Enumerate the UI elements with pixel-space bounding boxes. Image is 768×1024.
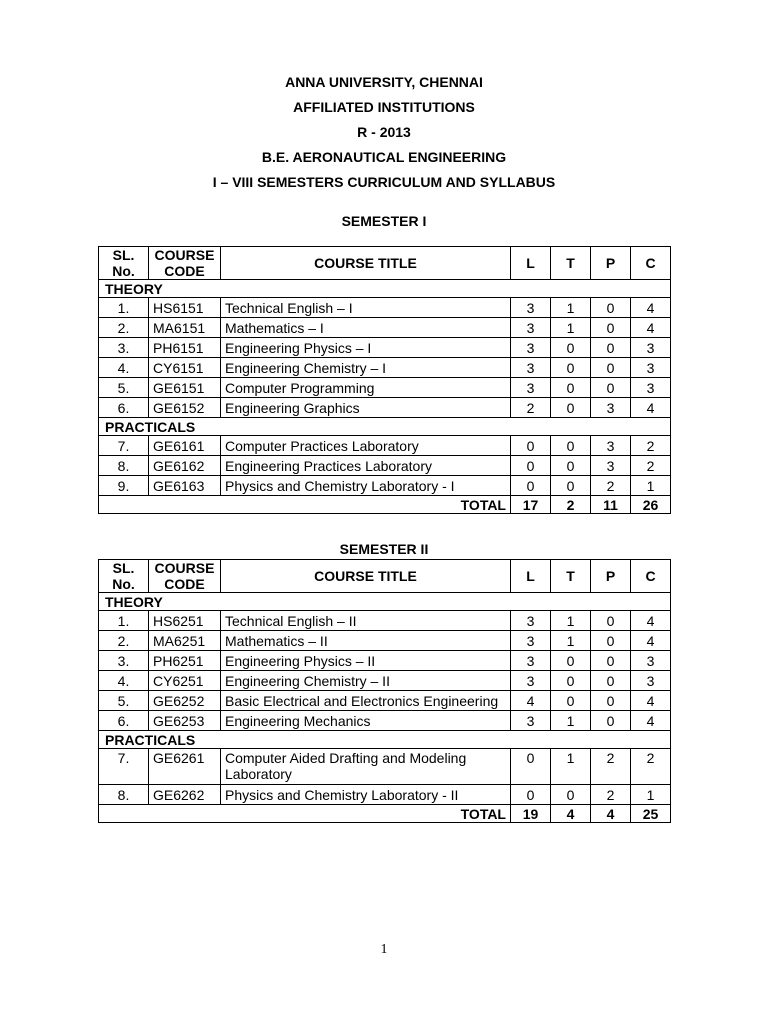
cell-t: 1	[551, 318, 591, 338]
table-row	[99, 711, 671, 731]
section-label: THEORY	[99, 280, 671, 298]
cell-code: MA6251	[149, 631, 221, 651]
total-t: 4	[551, 805, 591, 823]
cell-title: Engineering Chemistry – I	[221, 358, 511, 378]
cell-code: GE6262	[149, 785, 221, 805]
table-row	[99, 651, 671, 671]
table-row	[99, 631, 671, 651]
cell-sl: 4.	[99, 358, 149, 378]
total-p: 11	[591, 496, 631, 514]
total-c: 26	[631, 496, 671, 514]
cell-sl: 5.	[99, 378, 149, 398]
cell-t: 0	[551, 671, 591, 691]
cell-sl: 1.	[99, 611, 149, 631]
cell-title: Mathematics – I	[221, 318, 511, 338]
cell-c: 3	[631, 651, 671, 671]
table-row	[99, 611, 671, 631]
col-course-title: COURSE TITLE	[221, 247, 511, 280]
cell-title: Basic Electrical and Electronics Engineering	[221, 691, 511, 711]
table-row	[99, 456, 671, 476]
cell-t: 1	[551, 298, 591, 318]
col-p: P	[591, 247, 631, 280]
table-header-row	[99, 560, 671, 593]
cell-code: GE6161	[149, 436, 221, 456]
semester-2-title: SEMESTER II	[339, 541, 429, 557]
table-row	[99, 318, 671, 338]
cell-sl: 2.	[99, 631, 149, 651]
cell-sl: 8.	[99, 785, 149, 805]
section-label: PRACTICALS	[99, 731, 671, 749]
cell-t: 0	[551, 378, 591, 398]
cell-t: 1	[551, 631, 591, 651]
cell-l: 4	[511, 691, 551, 711]
section-row-theory	[99, 280, 671, 298]
cell-t: 0	[551, 358, 591, 378]
cell-p: 2	[591, 476, 631, 496]
cell-l: 3	[511, 358, 551, 378]
total-l: 19	[511, 805, 551, 823]
total-l: 17	[511, 496, 551, 514]
cell-c: 4	[631, 298, 671, 318]
col-t: T	[551, 560, 591, 593]
cell-c: 4	[631, 711, 671, 731]
cell-p: 3	[591, 436, 631, 456]
table-row	[99, 398, 671, 418]
total-row	[99, 496, 671, 514]
cell-code: GE6151	[149, 378, 221, 398]
total-c: 25	[631, 805, 671, 823]
section-label: THEORY	[99, 593, 671, 611]
curriculum-title: I – VIII SEMESTERS CURRICULUM AND SYLLABUS	[212, 174, 556, 190]
cell-code: PH6151	[149, 338, 221, 358]
cell-l: 2	[511, 398, 551, 418]
cell-code: CY6251	[149, 671, 221, 691]
cell-l: 3	[511, 378, 551, 398]
cell-l: 3	[511, 671, 551, 691]
cell-p: 0	[591, 711, 631, 731]
cell-title: Engineering Physics – I	[221, 338, 511, 358]
cell-c: 4	[631, 398, 671, 418]
cell-l: 0	[511, 785, 551, 805]
cell-p: 0	[591, 651, 631, 671]
cell-p: 2	[591, 749, 631, 785]
cell-p: 3	[591, 398, 631, 418]
table-row	[99, 298, 671, 318]
cell-l: 0	[511, 436, 551, 456]
semester-1-title: SEMESTER I	[341, 213, 427, 229]
cell-sl: 8.	[99, 456, 149, 476]
cell-l: 3	[511, 298, 551, 318]
cell-sl: 3.	[99, 338, 149, 358]
cell-title: Technical English – II	[221, 611, 511, 631]
cell-p: 3	[591, 456, 631, 476]
cell-l: 3	[511, 338, 551, 358]
cell-code: MA6151	[149, 318, 221, 338]
cell-p: 0	[591, 671, 631, 691]
cell-sl: 6.	[99, 398, 149, 418]
cell-sl: 2.	[99, 318, 149, 338]
cell-sl: 1.	[99, 298, 149, 318]
section-label: PRACTICALS	[99, 418, 671, 436]
cell-code: GE6252	[149, 691, 221, 711]
cell-l: 3	[511, 611, 551, 631]
cell-code: GE6162	[149, 456, 221, 476]
cell-title: Engineering Mechanics	[221, 711, 511, 731]
cell-c: 3	[631, 338, 671, 358]
total-label: TOTAL	[99, 496, 511, 514]
col-sl-no: SL. No.	[99, 247, 149, 280]
section-row-practicals	[99, 418, 671, 436]
cell-p: 0	[591, 318, 631, 338]
cell-c: 1	[631, 785, 671, 805]
col-l: L	[511, 560, 551, 593]
cell-sl: 6.	[99, 711, 149, 731]
cell-c: 4	[631, 631, 671, 651]
table-row	[99, 378, 671, 398]
col-l: L	[511, 247, 551, 280]
cell-t: 0	[551, 436, 591, 456]
page-number: 1	[380, 942, 388, 957]
cell-sl: 3.	[99, 651, 149, 671]
section-row-theory	[99, 593, 671, 611]
cell-t: 0	[551, 456, 591, 476]
cell-title: Engineering Practices Laboratory	[221, 456, 511, 476]
cell-title: Physics and Chemistry Laboratory - I	[221, 476, 511, 496]
cell-title: Computer Aided Drafting and Modeling Laboratory	[221, 749, 511, 785]
cell-code: CY6151	[149, 358, 221, 378]
cell-code: PH6251	[149, 651, 221, 671]
total-label: TOTAL	[99, 805, 511, 823]
table-row	[99, 436, 671, 456]
affiliation-title: AFFILIATED INSTITUTIONS	[293, 99, 475, 115]
cell-c: 2	[631, 456, 671, 476]
cell-p: 0	[591, 691, 631, 711]
cell-title: Engineering Chemistry – II	[221, 671, 511, 691]
cell-t: 0	[551, 398, 591, 418]
total-row	[99, 805, 671, 823]
cell-title: Engineering Physics – II	[221, 651, 511, 671]
table-row	[99, 358, 671, 378]
document-header	[0, 70, 768, 195]
col-course-title: COURSE TITLE	[221, 560, 511, 593]
cell-l: 3	[511, 711, 551, 731]
cell-p: 2	[591, 785, 631, 805]
cell-c: 3	[631, 671, 671, 691]
col-c: C	[631, 560, 671, 593]
cell-code: GE6163	[149, 476, 221, 496]
cell-title: Engineering Graphics	[221, 398, 511, 418]
cell-c: 2	[631, 436, 671, 456]
cell-p: 0	[591, 338, 631, 358]
cell-t: 0	[551, 338, 591, 358]
cell-code: GE6253	[149, 711, 221, 731]
table-row	[99, 476, 671, 496]
section-row-practicals	[99, 731, 671, 749]
col-course-code: COURSE CODE	[149, 560, 221, 593]
cell-c: 2	[631, 749, 671, 785]
cell-c: 4	[631, 318, 671, 338]
col-sl-no: SL. No.	[99, 560, 149, 593]
cell-l: 3	[511, 651, 551, 671]
cell-code: GE6152	[149, 398, 221, 418]
col-p: P	[591, 560, 631, 593]
cell-l: 0	[511, 476, 551, 496]
cell-c: 4	[631, 691, 671, 711]
cell-sl: 7.	[99, 436, 149, 456]
cell-t: 0	[551, 476, 591, 496]
cell-code: GE6261	[149, 749, 221, 785]
cell-t: 0	[551, 691, 591, 711]
university-name: ANNA UNIVERSITY, CHENNAI	[285, 74, 483, 90]
cell-sl: 9.	[99, 476, 149, 496]
degree-title: B.E. AERONAUTICAL ENGINEERING	[261, 149, 507, 165]
cell-c: 3	[631, 358, 671, 378]
cell-sl: 7.	[99, 749, 149, 785]
col-t: T	[551, 247, 591, 280]
cell-title: Technical English – I	[221, 298, 511, 318]
cell-l: 3	[511, 318, 551, 338]
cell-c: 4	[631, 611, 671, 631]
col-c: C	[631, 247, 671, 280]
cell-l: 0	[511, 456, 551, 476]
cell-title: Computer Practices Laboratory	[221, 436, 511, 456]
total-p: 4	[591, 805, 631, 823]
table-row	[99, 785, 671, 805]
cell-t: 0	[551, 651, 591, 671]
cell-t: 0	[551, 785, 591, 805]
cell-l: 0	[511, 749, 551, 785]
table-header-row	[99, 247, 671, 280]
table-row	[99, 671, 671, 691]
total-t: 2	[551, 496, 591, 514]
semester-1-table	[98, 246, 671, 514]
semester-2-table	[98, 559, 671, 823]
cell-code: HS6151	[149, 298, 221, 318]
cell-t: 1	[551, 611, 591, 631]
cell-p: 0	[591, 611, 631, 631]
cell-p: 0	[591, 298, 631, 318]
cell-c: 3	[631, 378, 671, 398]
cell-p: 0	[591, 631, 631, 651]
cell-p: 0	[591, 358, 631, 378]
table-row	[99, 338, 671, 358]
table-row	[99, 749, 671, 785]
cell-title: Physics and Chemistry Laboratory - II	[221, 785, 511, 805]
cell-p: 0	[591, 378, 631, 398]
cell-c: 1	[631, 476, 671, 496]
cell-sl: 5.	[99, 691, 149, 711]
cell-title: Computer Programming	[221, 378, 511, 398]
table-row	[99, 691, 671, 711]
cell-l: 3	[511, 631, 551, 651]
cell-title: Mathematics – II	[221, 631, 511, 651]
regulation-year: R - 2013	[357, 124, 411, 140]
cell-t: 1	[551, 711, 591, 731]
cell-sl: 4.	[99, 671, 149, 691]
col-course-code: COURSE CODE	[149, 247, 221, 280]
cell-t: 1	[551, 749, 591, 785]
cell-code: HS6251	[149, 611, 221, 631]
